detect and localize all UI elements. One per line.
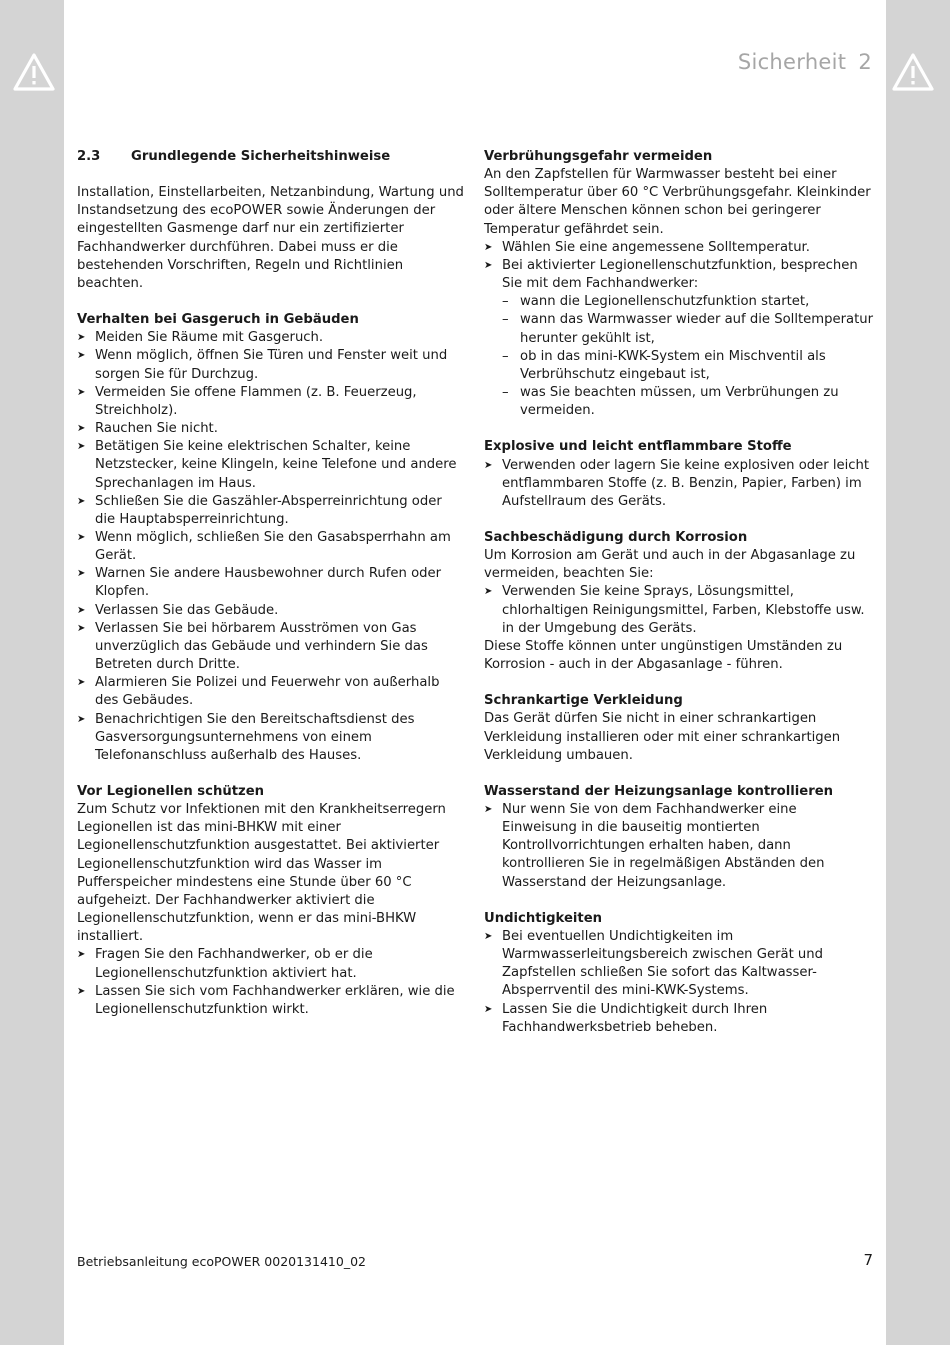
chapter-header: [738, 50, 872, 74]
gasgeruch-list: [77, 329, 465, 765]
list-item: [484, 257, 874, 293]
sub-list-item: – wann die Legionellenschutzfunktion startet,: [484, 293, 874, 311]
left-column: [77, 148, 465, 1019]
list-item: ➤ Fragen Sie den Fachhandwerker, ob er die Legionellenschutzfunktion aktiviert hat.: [77, 946, 465, 982]
list-item: ➤ Wenn möglich, schließen Sie den Gasabsperrhahn am Gerät.: [77, 529, 465, 565]
list-item: ➤ Lassen Sie sich vom Fachhandwerker erklären, wie die Legionellenschutzfunktion wirkt.: [77, 983, 465, 1019]
list-item: ➤ Schließen Sie die Gaszähler-Absperreinrichtung oder die Hauptabsperreinrichtung.: [77, 493, 465, 529]
verbruehung-heading: Verbrühungsgefahr vermeiden: [484, 149, 713, 164]
schrank-heading: Schrankartige Verkleidung: [484, 693, 683, 709]
list-item: ➤ Lassen Sie die Undichtigkeit durch Ihren Fachhandwerksbetrieb beheben.: [484, 1001, 874, 1037]
warning-triangle-icon: [891, 52, 935, 92]
list-item: ➤ Wählen Sie eine angemessene Solltemperatur.: [484, 239, 874, 257]
page-number: 7: [863, 1251, 873, 1269]
undicht-heading: Undichtigkeiten: [484, 910, 603, 926]
legionellen-text: Zum Schutz vor Infektionen mit den Krankheitserregern Legionellen ist das mini-BHKW mit einer Legionellenschutzfunktion ausgestattet. Bei aktivierter Legionellenschutzfunktion wird das Wasser im Pufferspeicher mindestens eine Stunde über 60 °C aufgeheizt. Der Fachhandwerker aktiviert die Legionellenschutzfunktion, wenn er das mini-BHKW installiert.: [77, 802, 446, 945]
gasgeruch-heading: Verhalten bei Gasgeruch in Gebäuden: [77, 312, 359, 328]
warning-triangle-icon: [12, 52, 56, 92]
korrosion-after: Diese Stoffe können unter ungünstigen Umständen zu Korrosion - auch in der Abgasanlage - führen.: [484, 638, 843, 673]
legionellen-list: [77, 946, 465, 1019]
section-intro: Installation, Einstellarbeiten, Netzanbindung, Wartung und Instandsetzung des ecoPOWER sowie Änderungen der eingestellten Gasmenge darf nur ein zertifizierter Fachhandwerker durchführen. Dabei muss er die bestehenden Vorschriften, Regeln und Richtlinien beachten.: [77, 185, 464, 291]
list-item: ➤ Benachrichtigen Sie den Bereitschaftsdienst des Gasversorgungsunternehmens von einem Telefonanschluss außerhalb des Hauses.: [77, 711, 465, 765]
sub-list-item: – was Sie beachten müssen, um Verbrühungen zu vermeiden.: [484, 384, 874, 420]
korrosion-heading: Sachbeschädigung durch Korrosion: [484, 529, 748, 545]
chapter-title: Sicherheit: [737, 50, 847, 74]
list-item: ➤ Verwenden oder lagern Sie keine explosiven oder leicht entflammbaren Stoffe (z. B. Benzin, Papier, Farben) im Aufstellraum des Geräts.: [484, 457, 874, 511]
explosiv-list: [484, 457, 874, 511]
section-title: [77, 148, 465, 166]
explosiv-heading: Explosive und leicht entflammbare Stoffe: [484, 439, 792, 455]
section-number: 2.3: [77, 149, 101, 164]
list-item: ➤ Wenn möglich, öffnen Sie Türen und Fenster weit und sorgen Sie für Durchzug.: [77, 347, 465, 383]
list-item: ➤ Vermeiden Sie offene Flammen (z. B. Feuerzeug, Streichholz).: [77, 384, 465, 420]
sub-list-item: – wann das Warmwasser wieder auf die Solltemperatur herunter gekühlt ist,: [484, 311, 874, 347]
list-item-text: Bei aktivierter Legionellenschutzfunktion, besprechen Sie mit dem Fachhandwerker:: [502, 257, 858, 292]
right-column: [484, 148, 874, 1037]
list-item: ➤ Bei eventuellen Undichtigkeiten im Warmwasserleitungsbereich zwischen Gerät und Zapfstellen schließen Sie sofort das Kaltwasser-Absperrventil des mini-KWK-Systems.: [484, 928, 874, 1001]
list-item: ➤ Warnen Sie andere Hausbewohner durch Rufen oder Klopfen.: [77, 565, 465, 601]
wasserstand-list: [484, 801, 874, 892]
undicht-list: [484, 928, 874, 1037]
list-item: ➤ Meiden Sie Räume mit Gasgeruch.: [77, 329, 465, 347]
verbruehung-list: [484, 239, 874, 293]
list-item: ➤ Nur wenn Sie von dem Fachhandwerker eine Einweisung in die bauseitig montierten Kontrollvorrichtungen erhalten haben, dann kontrollieren Sie in regelmäßigen Abständen den Wasserstand der Heizungsanlage.: [484, 801, 874, 892]
chapter-number: 2: [858, 50, 872, 74]
list-item: ➤ Verlassen Sie das Gebäude.: [77, 602, 465, 620]
korrosion-list: [484, 583, 874, 637]
korrosion-text: Um Korrosion am Gerät und auch in der Abgasanlage zu vermeiden, beachten Sie:: [484, 548, 856, 582]
verbruehung-sublist: [484, 293, 874, 420]
section-heading: Grundlegende Sicherheitshinweise: [131, 149, 391, 164]
list-item: ➤ Betätigen Sie keine elektrischen Schalter, keine Netzstecker, keine Klingeln, keine Telefone und andere Sprechanlagen im Haus.: [77, 438, 465, 492]
list-item: ➤ Rauchen Sie nicht.: [77, 420, 465, 438]
list-item: ➤ Verlassen Sie bei hörbarem Ausströmen von Gas unverzüglich das Gebäude und verhindern Sie das Betreten durch Dritte.: [77, 620, 465, 674]
list-item: ➤ Alarmieren Sie Polizei und Feuerwehr von außerhalb des Gebäudes.: [77, 674, 465, 710]
legionellen-heading: Vor Legionellen schützen: [77, 784, 265, 799]
schrank-text: Das Gerät dürfen Sie nicht in einer schrankartigen Verkleidung installieren oder mit einer schrankartigen Verkleidung umbauen.: [484, 711, 841, 763]
list-item: ➤ Verwenden Sie keine Sprays, Lösungsmittel, chlorhaltigen Reinigungsmittel, Farben, Klebstoffe usw. in der Umgebung des Geräts.: [484, 583, 874, 637]
wasserstand-heading: Wasserstand der Heizungsanlage kontrollieren: [484, 783, 834, 799]
footer-text: Betriebsanleitung ecoPOWER 0020131410_02: [77, 1254, 366, 1269]
verbruehung-text: An den Zapfstellen für Warmwasser besteht bei einer Solltemperatur über 60 °C Verbrühungsgefahr. Kleinkinder oder ältere Menschen können schon bei geringerer Temperatur gefährdet sein.: [484, 167, 871, 237]
sub-list-item: – ob in das mini-KWK-System ein Mischventil als Verbrühschutz eingebaut ist,: [484, 348, 874, 384]
